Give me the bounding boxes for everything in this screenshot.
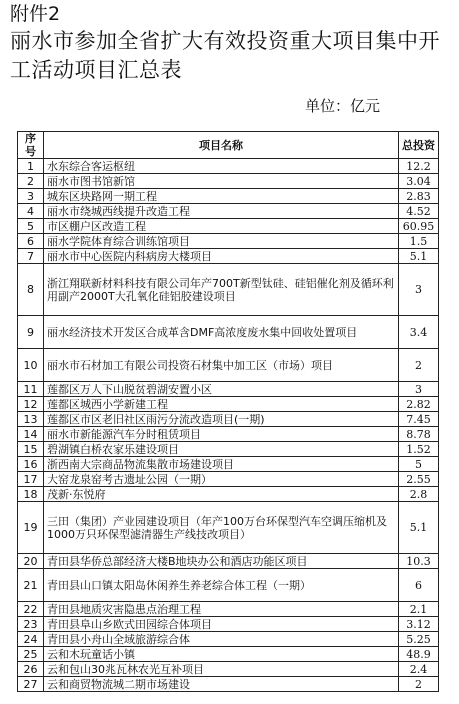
table-body (18, 159, 439, 692)
total-investment: 2 (399, 677, 439, 692)
table-row (18, 174, 439, 189)
table-header-row (18, 132, 439, 159)
table-row (18, 472, 439, 487)
row-number: 1 (18, 159, 44, 174)
project-name: 青田县地质灾害隐患点治理工程 (44, 602, 399, 617)
row-number: 11 (18, 382, 44, 397)
total-investment: 4.52 (399, 204, 439, 219)
row-number: 21 (18, 569, 44, 602)
table-row (18, 487, 439, 502)
total-investment: 2.1 (399, 602, 439, 617)
table-row (18, 554, 439, 569)
project-name: 云和商贸物流城二期市场建设 (44, 677, 399, 692)
project-name: 浙西南大宗商品物流集散市场建设项目 (44, 457, 399, 472)
total-investment: 2.4 (399, 662, 439, 677)
table-row (18, 397, 439, 412)
table-row (18, 569, 439, 602)
row-number: 16 (18, 457, 44, 472)
table-row (18, 632, 439, 647)
project-name: 浙江翔联新材料科技有限公司年产700T新型钛硅、硅铝催化剂及循环利用副产2000T大孔氧化硅铝胶建设项目 (44, 264, 399, 316)
row-number: 24 (18, 632, 44, 647)
table-row (18, 662, 439, 677)
project-name: 大窑龙泉窑考古遗址公园（一期） (44, 472, 399, 487)
row-number: 26 (18, 662, 44, 677)
total-investment: 2.83 (399, 189, 439, 204)
row-number: 12 (18, 397, 44, 412)
row-number: 2 (18, 174, 44, 189)
table-row (18, 349, 439, 382)
project-name: 三田（集团）产业园建设项目（年产100万台环保型汽车空调压缩机及1000万只环保型滤清器生产线技改项目） (44, 502, 399, 554)
total-investment: 8.78 (399, 427, 439, 442)
project-name: 青田县华侨总部经济大楼B地块办公和酒店功能区项目 (44, 554, 399, 569)
total-investment: 1.5 (399, 234, 439, 249)
table-row (18, 219, 439, 234)
project-name: 茂新·东悦府 (44, 487, 399, 502)
row-number: 13 (18, 412, 44, 427)
total-investment: 2.82 (399, 397, 439, 412)
row-number: 4 (18, 204, 44, 219)
total-investment: 10.3 (399, 554, 439, 569)
project-name: 丽水市中心医院内科病房大楼项目 (44, 249, 399, 264)
project-name: 碧湖镇白桥农家乐建设项目 (44, 442, 399, 457)
total-investment: 5 (399, 457, 439, 472)
total-investment: 1.52 (399, 442, 439, 457)
project-name: 丽水市图书馆新馆 (44, 174, 399, 189)
project-name: 水东综合客运枢纽 (44, 159, 399, 174)
total-investment: 3.04 (399, 174, 439, 189)
row-number: 15 (18, 442, 44, 457)
total-investment: 7.45 (399, 412, 439, 427)
total-investment: 60.95 (399, 219, 439, 234)
project-name: 市区棚户区改造工程 (44, 219, 399, 234)
row-number: 22 (18, 602, 44, 617)
table-row (18, 159, 439, 174)
table-row (18, 264, 439, 316)
column-header-project-name: 项目名称 (44, 132, 399, 159)
table-row (18, 412, 439, 427)
table-row (18, 427, 439, 442)
table-row (18, 234, 439, 249)
table-row (18, 249, 439, 264)
project-name: 青田县阜山乡欧式田园综合体项目 (44, 617, 399, 632)
table-row (18, 677, 439, 692)
column-header-number: 序号 (18, 132, 44, 159)
row-number: 25 (18, 647, 44, 662)
row-number: 17 (18, 472, 44, 487)
project-name: 云和包山30兆瓦林农光互补项目 (44, 662, 399, 677)
total-investment: 3.12 (399, 617, 439, 632)
table-row (18, 204, 439, 219)
project-name: 莲都区城西小学新建工程 (44, 397, 399, 412)
table-row (18, 457, 439, 472)
total-investment: 3 (399, 264, 439, 316)
project-name: 丽水市绕城西线提升改造工程 (44, 204, 399, 219)
table-row (18, 647, 439, 662)
total-investment: 48.9 (399, 647, 439, 662)
total-investment: 5.1 (399, 249, 439, 264)
total-investment: 5.1 (399, 502, 439, 554)
row-number: 19 (18, 502, 44, 554)
total-investment: 12.2 (399, 159, 439, 174)
row-number: 3 (18, 189, 44, 204)
project-name: 丽水学院体育综合训练馆项目 (44, 234, 399, 249)
row-number: 18 (18, 487, 44, 502)
table-row (18, 382, 439, 397)
total-investment: 3.4 (399, 316, 439, 349)
row-number: 9 (18, 316, 44, 349)
project-name: 莲都区市区老旧社区雨污分流改造项目(一期) (44, 412, 399, 427)
table-row (18, 442, 439, 457)
project-name: 云和木玩童话小镇 (44, 647, 399, 662)
row-number: 20 (18, 554, 44, 569)
row-number: 23 (18, 617, 44, 632)
total-investment: 2 (399, 349, 439, 382)
row-number: 27 (18, 677, 44, 692)
project-name: 城东区块路网一期工程 (44, 189, 399, 204)
row-number: 6 (18, 234, 44, 249)
project-name: 丽水市新能源汽车分时租赁项目 (44, 427, 399, 442)
row-number: 14 (18, 427, 44, 442)
table-row (18, 189, 439, 204)
row-number: 7 (18, 249, 44, 264)
project-name: 青田县小舟山全域旅游综合体 (44, 632, 399, 647)
attachment-label: 附件2 (10, 3, 61, 25)
table-row (18, 502, 439, 554)
column-header-investment: 总投资 (399, 132, 439, 159)
total-investment: 3 (399, 382, 439, 397)
total-investment: 5.25 (399, 632, 439, 647)
total-investment: 2.8 (399, 487, 439, 502)
page-title: 丽水市参加全省扩大有效投资重大项目集中开工活动项目汇总表 (10, 29, 440, 82)
row-number: 10 (18, 349, 44, 382)
table-row (18, 316, 439, 349)
project-name: 莲都区万人下山脱贫碧湖安置小区 (44, 382, 399, 397)
project-name: 丽水经济技术开发区合成革含DMF高浓度废水集中回收处置项目 (44, 316, 399, 349)
project-name: 丽水市石材加工有限公司投资石材集中加工区（市场）项目 (44, 349, 399, 382)
project-table (17, 131, 439, 692)
table-row (18, 602, 439, 617)
total-investment: 2.55 (399, 472, 439, 487)
project-name: 青田县山口镇太阳岛休闲养生养老综合体工程（一期） (44, 569, 399, 602)
unit-label: 单位：亿元 (305, 97, 381, 115)
row-number: 8 (18, 264, 44, 316)
total-investment: 6 (399, 569, 439, 602)
row-number: 5 (18, 219, 44, 234)
table-row (18, 617, 439, 632)
